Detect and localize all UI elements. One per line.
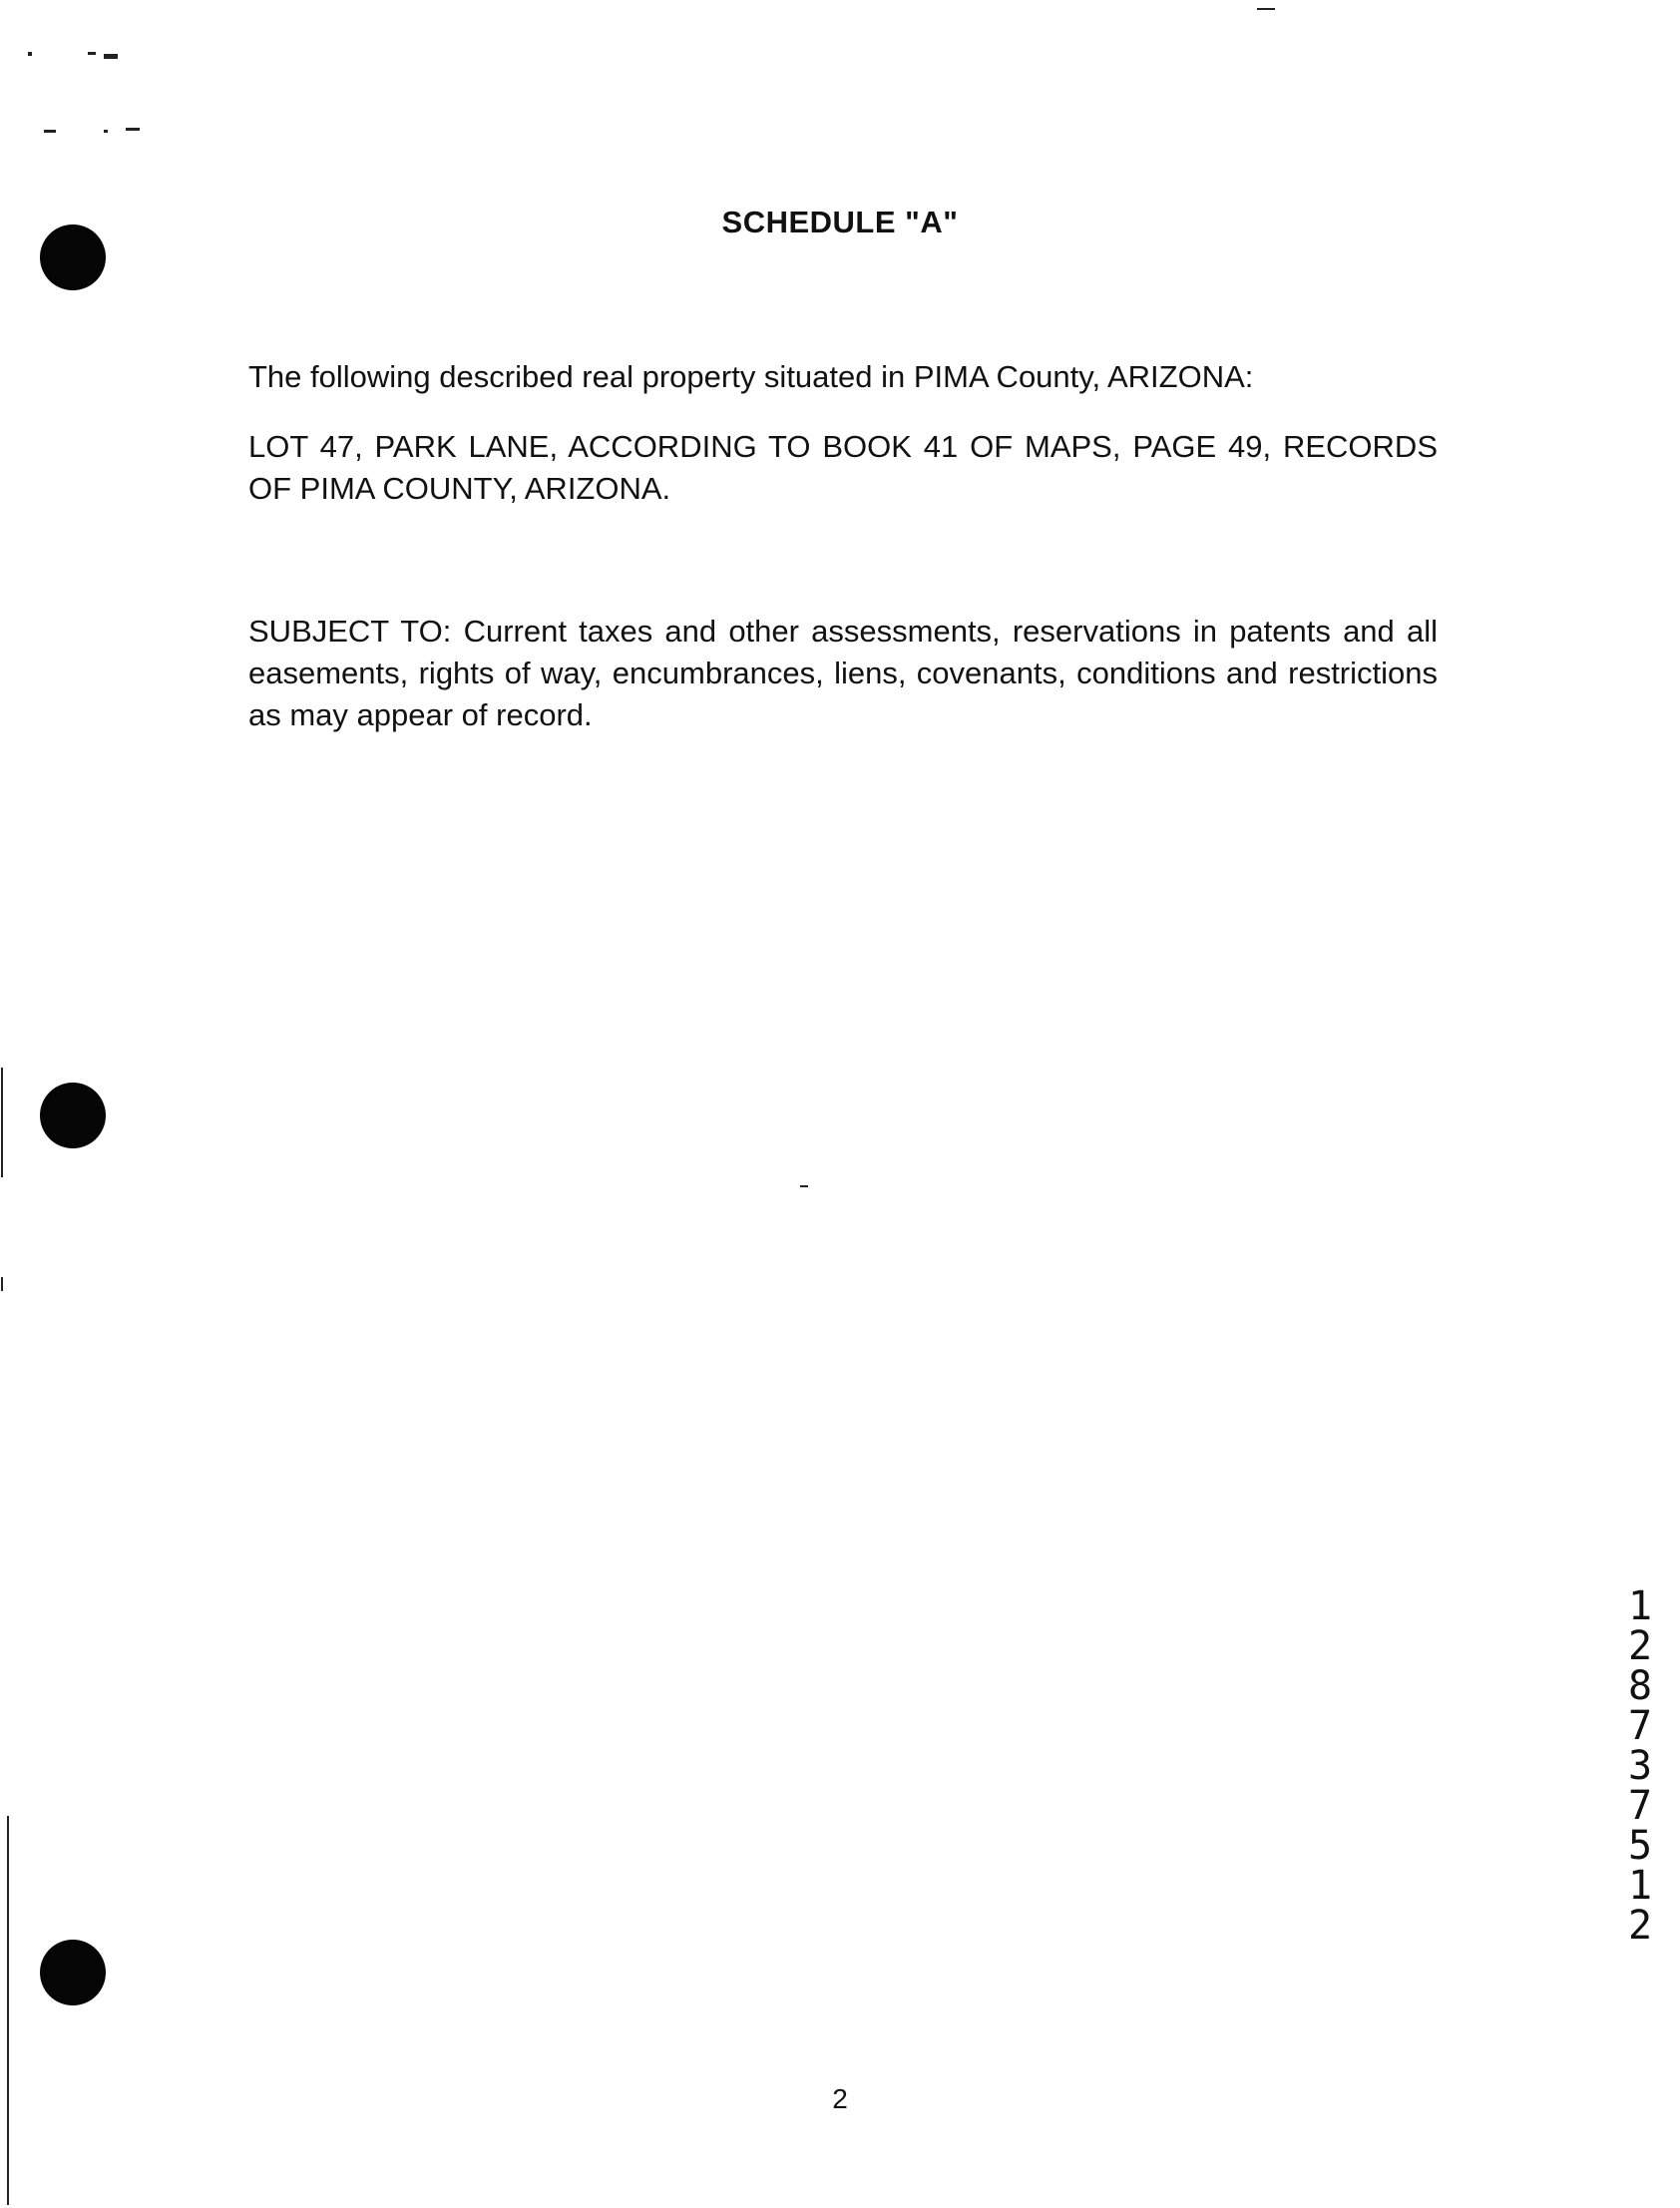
punch-hole-bottom: [40, 1940, 106, 2005]
page-number: 2: [832, 2083, 848, 2114]
stamp-digit: 2: [1627, 1903, 1653, 1949]
scan-speck: [28, 52, 32, 56]
scan-speck: [104, 130, 108, 133]
stamp-digit: 8: [1627, 1663, 1653, 1709]
scan-speck: [88, 52, 96, 55]
stamp-digit: 2: [1627, 1623, 1653, 1669]
subject-to-clause: SUBJECT TO: Current taxes and other assessments, reservations in patents and all easements, rights of way, encumbrances, liens, covenants, conditions and restrictions as may appear of record.: [248, 614, 1438, 732]
scan-speck: [800, 1185, 808, 1187]
stamp-digit: 7: [1627, 1783, 1653, 1829]
document-number-stamp: [1618, 1583, 1662, 1949]
document-title: SCHEDULE "A": [721, 205, 959, 239]
scan-speck: [104, 54, 118, 59]
stamp-digit: 1: [1627, 1583, 1653, 1629]
scan-edge-line: [1, 1277, 3, 1291]
legal-description: LOT 47, PARK LANE, ACCORDING TO BOOK 41 OF MAPS, PAGE 49, RECORDS OF PIMA COUNTY, ARIZONA.: [248, 429, 1438, 506]
scan-speck: [126, 128, 140, 131]
scan-edge-line: [1, 1068, 3, 1177]
property-intro: The following described real property situated in PIMA County, ARIZONA:: [248, 359, 1254, 394]
stamp-digit: 7: [1627, 1703, 1653, 1749]
scan-edge-line: [7, 1816, 9, 2205]
punch-hole-middle: [40, 1083, 106, 1148]
stamp-digit: 1: [1627, 1863, 1653, 1909]
scan-edge-line: [1257, 8, 1275, 10]
stamp-digit: 3: [1627, 1743, 1653, 1789]
stamp-digit: 5: [1627, 1823, 1653, 1869]
scan-speck: [44, 130, 56, 133]
